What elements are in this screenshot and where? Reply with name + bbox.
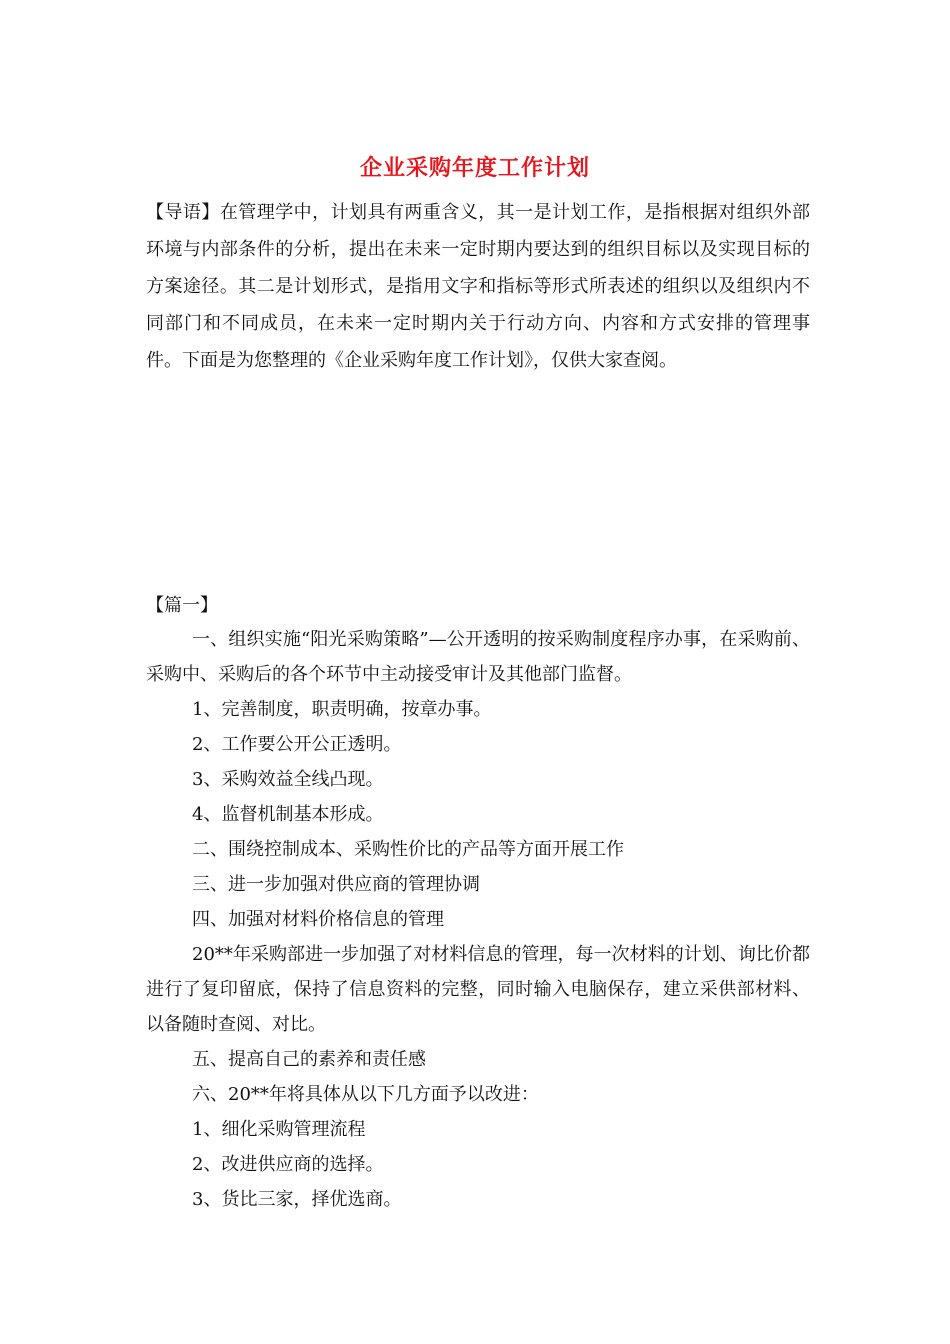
body-paragraph: 1、细化采购管理流程 [192, 1119, 366, 1140]
body-paragraph: 四、加强对材料价格信息的管理 [192, 909, 444, 930]
body-paragraph: 4、监督机制基本形成。 [192, 804, 384, 825]
body-paragraph: 2、工作要公开公正透明。 [192, 734, 402, 755]
body-paragraph: 3、采购效益全线凸现。 [192, 769, 384, 790]
intro-paragraph: 【导语】在管理学中，计划具有两重含义，其一是计划工作，是指根据对组织外部环境与内部条件的分析，提出在未来一定时期内要达到的组织目标以及实现目标的方案途径。其二是计划形式，是指用文字和指标等形式所表述的组织以及组织内不同部门和不同成员，在未来一定时期内关于行动方向、内容和方式安排的管理事件。下面是为您整理的《企业采购年度工作计划》，仅供大家查阅。 [146, 202, 810, 371]
body-paragraph: 20**年采购部进一步加强了对材料信息的管理，每一次材料的计划、询比价都进行了复印留底，保持了信息资料的完整，同时输入电脑保存，建立采供部材料、以备随时查阅、对比。 [146, 944, 810, 1035]
body-paragraph: 五、提高自己的素养和责任感 [192, 1049, 426, 1070]
body-paragraph: 三、进一步加强对供应商的管理协调 [192, 874, 480, 895]
body-paragraph: 六、20**年将具体从以下几方面予以改进： [192, 1084, 539, 1105]
document-title: 企业采购年度工作计划 [359, 155, 590, 181]
section-body [146, 622, 810, 1217]
body-paragraph: 3、货比三家，择优选商。 [192, 1189, 402, 1210]
body-paragraph: 一、组织实施“阳光采购策略”—公开透明的按采购制度程序办事，在采购前、采购中、采购后的各个环节中主动接受审计及其他部门监督。 [146, 629, 810, 685]
body-paragraph: 1、完善制度，职责明确，按章办事。 [192, 699, 492, 720]
body-paragraph: 二、围绕控制成本、采购性价比的产品等方面开展工作 [192, 839, 624, 860]
body-paragraph: 2、改进供应商的选择。 [192, 1154, 384, 1175]
section-label: 【篇一】 [146, 595, 218, 616]
